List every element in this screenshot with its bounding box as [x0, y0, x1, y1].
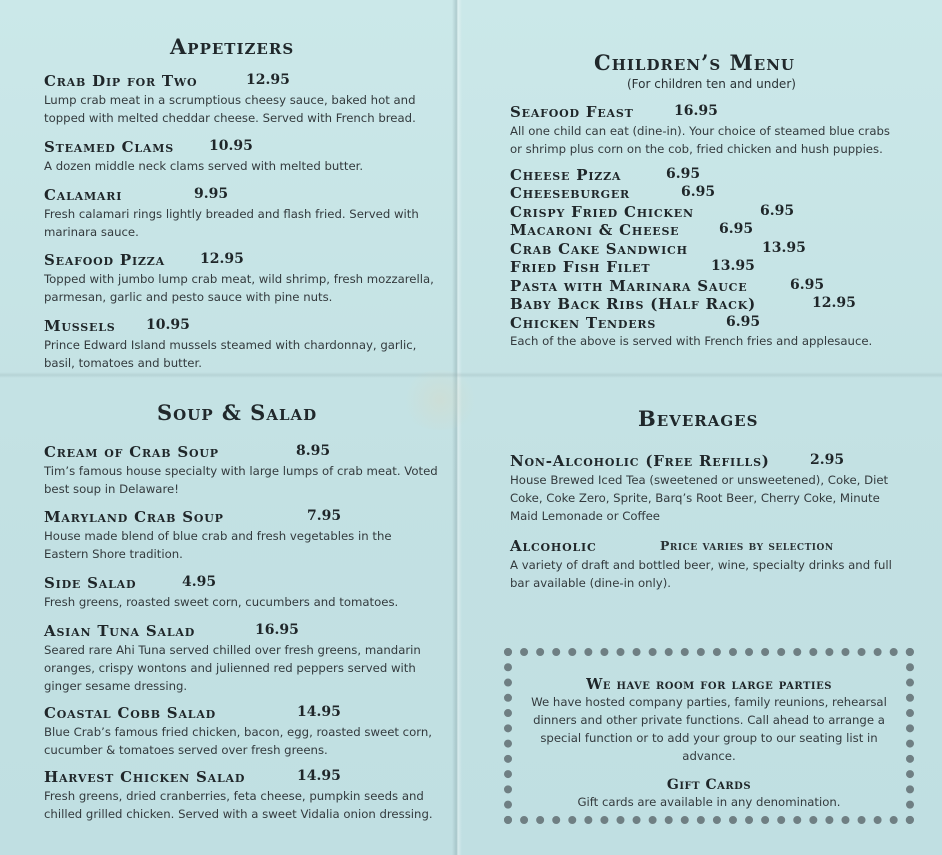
item-name: Cheeseburger [510, 184, 630, 202]
item-name: Non-Alcoholic (Free Refills) [510, 452, 770, 470]
item-name: Chicken Tenders [510, 314, 657, 332]
menu-item-asian-tuna-salad [44, 622, 444, 695]
childrens-age-note: (For children ten and under) [627, 77, 796, 91]
item-description: Seared rare Ahi Tuna served chilled over fresh greens, mandarin oranges, crispy wontons and julienned red peppers served with ginger sesame dressing. [44, 643, 421, 693]
menu-item-cream-of-crab-soup [44, 443, 444, 498]
beverages-heading: Beverages [638, 406, 759, 431]
item-price: 6.95 [681, 184, 716, 200]
item-name: Alcoholic [510, 537, 597, 555]
large-parties-content [520, 676, 898, 811]
kids-item-crispy-fried-chicken [510, 203, 795, 221]
large-parties-title: We have room for large parties [586, 676, 832, 693]
horizontal-crease [0, 372, 942, 378]
item-name: Side Salad [44, 574, 137, 592]
item-description: Fresh greens, roasted sweet corn, cucumbers and tomatoes. [44, 595, 399, 609]
item-price: 14.95 [297, 704, 341, 720]
menu-item-mussels [44, 317, 444, 372]
menu-item-maryland-crab-soup [44, 508, 439, 563]
item-name: Cream of Crab Soup [44, 443, 219, 461]
item-price: 13.95 [762, 240, 806, 256]
item-description: House made blend of blue crab and fresh vegetables in the Eastern Shore tradition. [44, 529, 392, 561]
item-description: Topped with jumbo lump crab meat, wild shrimp, fresh mozzarella, parmesan, garlic and pesto sauce with pine nuts. [44, 272, 434, 304]
kids-item-chicken-tenders [510, 314, 761, 332]
item-price: 7.95 [307, 508, 342, 524]
menu-item-coastal-cobb-salad [44, 704, 444, 759]
item-description: Tim’s famous house specialty with large lumps of crab meat. Voted best soup in Delaware! [44, 464, 438, 496]
menu-item-alcoholic [510, 537, 910, 592]
gift-cards-text: Gift cards are available in any denomination. [577, 795, 841, 809]
item-name: Pasta with Marinara Sauce [510, 277, 748, 295]
item-name: Calamari [44, 186, 123, 204]
item-name: Seafood Feast [510, 103, 634, 121]
item-name: Mussels [44, 317, 116, 335]
large-parties-text: We have hosted company parties, family reunions, rehearsal dinners and other private functions. Call ahead to arrange a special function or to add your group to our seating list in advance. [531, 695, 887, 763]
kids-item-pasta-marinara [510, 277, 825, 295]
item-description: Fresh calamari rings lightly breaded and flash fried. Served with marinara sauce. [44, 207, 419, 239]
item-price: 12.95 [200, 251, 244, 267]
kids-item-fried-fish-filet [510, 258, 755, 276]
item-name: Harvest Chicken Salad [44, 768, 246, 786]
gift-cards-title: Gift Cards [666, 777, 752, 793]
item-description: Fresh greens, dried cranberries, feta cheese, pumpkin seeds and chilled grilled chicken. Served with a sweet Vidalia onion dressing. [44, 789, 433, 821]
menu-item-steamed-clams [44, 138, 449, 175]
item-price: 8.95 [296, 443, 331, 459]
item-price: 16.95 [674, 103, 718, 119]
item-price: 13.95 [711, 258, 755, 274]
childrens-footnote: Each of the above is served with French fries and applesauce. [510, 334, 873, 348]
item-description: A variety of draft and bottled beer, wine, specialty drinks and full bar available (dine-in only). [510, 558, 892, 590]
item-description: Prince Edward Island mussels steamed with chardonnay, garlic, basil, tomatoes and butter. [44, 338, 417, 370]
item-price: 6.95 [666, 166, 701, 182]
item-price: 4.95 [182, 574, 217, 590]
soup-salad-heading: Soup & Salad [157, 400, 318, 425]
menu-item-calamari [44, 186, 424, 241]
item-price: 2.95 [810, 452, 845, 468]
item-name: Fried Fish Filet [510, 258, 651, 276]
item-price: 14.95 [297, 768, 341, 784]
item-description: Lump crab meat in a scrumptious cheesy sauce, baked hot and topped with melted cheddar cheese. Served with French bread. [44, 93, 416, 125]
menu-item-side-salad [44, 574, 444, 611]
item-description: A dozen middle neck clams served with melted butter. [44, 159, 364, 173]
item-description: All one child can eat (dine-in). Your choice of steamed blue crabs or shrimp plus corn on the cob, fried chicken and hush puppies. [510, 124, 890, 156]
item-name: Macaroni & Cheese [510, 221, 680, 239]
kids-item-cheeseburger [510, 184, 716, 202]
item-price: 6.95 [719, 221, 754, 237]
appetizers-heading: Appetizers [170, 34, 295, 59]
item-price: 16.95 [255, 622, 299, 638]
price-note: Price varies by selection [660, 538, 834, 553]
large-parties-box [504, 648, 914, 824]
item-price: 10.95 [146, 317, 190, 333]
childrens-menu-heading: Children’s Menu [594, 50, 795, 75]
item-name: Crab Dip for Two [44, 72, 198, 90]
menu-item-seafood-pizza [44, 251, 434, 306]
item-name: Seafood Pizza [44, 251, 165, 269]
item-name: Cheese Pizza [510, 166, 622, 184]
item-description: House Brewed Iced Tea (sweetened or unsweetened), Coke, Diet Coke, Coke Zero, Sprite, Barq’s Root Beer, Cherry Coke, Minute Maid Lemonade or Coffee [510, 473, 889, 523]
item-price: 9.95 [194, 186, 229, 202]
item-price: 6.95 [726, 314, 761, 330]
item-name: Asian Tuna Salad [44, 622, 196, 640]
menu-item-seafood-feast [510, 103, 905, 158]
item-name: Maryland Crab Soup [44, 508, 224, 526]
item-name: Coastal Cobb Salad [44, 704, 216, 722]
item-price: 6.95 [790, 277, 825, 293]
item-name: Crab Cake Sandwich [510, 240, 688, 258]
menu-item-crab-dip [44, 72, 449, 127]
menu-item-non-alcoholic [510, 452, 905, 525]
paper-stain [400, 370, 480, 430]
item-price: 10.95 [209, 138, 253, 154]
item-name: Baby Back Ribs (Half Rack) [510, 295, 756, 313]
kids-item-macaroni-cheese [510, 221, 754, 239]
kids-item-crab-cake-sandwich [510, 240, 806, 258]
item-price: 12.95 [812, 295, 856, 311]
item-name: Crispy Fried Chicken [510, 203, 694, 221]
item-description: Blue Crab’s famous fried chicken, bacon, egg, roasted sweet corn, cucumber & tomatoes served over fresh greens. [44, 725, 432, 757]
kids-item-cheese-pizza [510, 166, 701, 184]
item-name: Steamed Clams [44, 138, 174, 156]
item-price: 6.95 [760, 203, 795, 219]
item-price: 12.95 [246, 72, 290, 88]
menu-item-harvest-chicken-salad [44, 768, 449, 823]
kids-item-baby-back-ribs [510, 295, 856, 313]
